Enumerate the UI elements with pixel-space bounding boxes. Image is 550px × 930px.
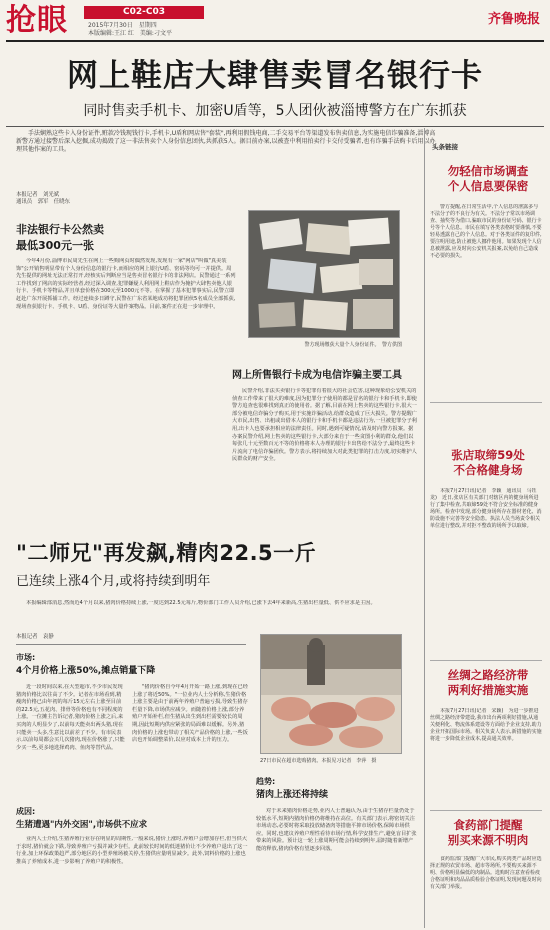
section-tag: 头条链接 <box>432 143 458 151</box>
left-subtitle: 非法银行卡公然卖 最低300元一张 <box>16 223 104 252</box>
pork-byline-rule <box>16 644 246 645</box>
masthead <box>6 4 544 38</box>
right-body-2: 本报7月27日讯(记者 李颖 通讯员 马钰龙) 近日,张店区有关部门对辖区内的健身场所进行了集中检查,共取缔59处不符合安全标准的健身场所。检查中发现,部分健身场所存在器材老化、消防设施不完善等安全隐患。执法人员当场责令相关单位进行整改,并对拒不整改的场所予以取缔。 <box>430 488 542 529</box>
pork-subheadline: 已连续上涨4个月,或将持续到明年 <box>16 574 211 589</box>
left-byline <box>16 192 70 207</box>
right-rule-1 <box>430 402 542 403</box>
right-body-4: 食药监部门提醒广大市民,购买肉类产品时应选择正规的农贸市场、超市等场所,不要购买来源不明、价格明显偏低的肉制品。选购时注意查看检疫合格证明和肉品品质检验合格证明,发现问题及时向有关部门举报。 <box>430 856 542 890</box>
issue-info <box>88 22 172 38</box>
market-body-continued: "猪肉价格自今年4月开始一路上涨,到现在已经上涨了将近50%。"一位业内人士分析称,生猪价格上涨主要是由于前两年养殖户普遍亏损,导致生猪存栏量下降,市场供应减少。而随着价格上涨,部分养殖户开始补栏,但生猪从出生到出栏需要较长的周期,因此短期内供应紧张的局面难以缓解。另外,猪肉价格的上涨也带动了相关产品价格的上涨,一些饭店也开始调整菜价,以应对成本上升的压力。 <box>132 684 248 744</box>
right-rule-3 <box>430 810 542 811</box>
right-heading-2: 张店取缔59处 不合格健身场 <box>451 448 525 477</box>
pork-counter-photo <box>260 634 402 754</box>
middle-body: 民警介绍,非法买卖银行卡等犯罪有着很大的社会危害,这种现象给公安机关的侦查工作带来了很大的难度,因为犯罪分子使用的都是冒名的银行卡和手机卡,即使警方追查也很难找到真正的使用者。据了解,目前在网上售卖的这些银行卡,很大一部分被电信诈骗分子购买,用于实施诈骗活动,给群众造成了巨大损失。警方提醒广大市民,出售、出租或出借本人的银行卡和手机卡都是违法行为,一旦被犯罪分子利用,出卡人也要承担相应的法律责任。同时,遇到可疑情况,请及时向警方报案。据办案民警介绍,网上售卖的这些银行卡,大部分来自于一些贪图小利的群众,他们以每张几十元至数百元不等的价格将本人办理的银行卡出售给不法分子,最终这些卡片流向了电信诈骗团伙。警方表示,将持续加大对此类犯罪的打击力度,切实维护人民群众的财产安全。 <box>232 388 417 463</box>
editor-credit: 本版编辑:王江 红 美编:刁文平 <box>88 30 172 37</box>
pork-headline: "二师兄"再发飙,精肉22.5一斤 <box>16 541 317 565</box>
main-headline: 网上鞋店大肆售卖冒名银行卡 <box>67 58 483 94</box>
right-body-3: 本报7月27日讯(记者 宋颖) 为进一步推进丝绸之路经济带建设,我市出台两项利好措施,从通关便利化、物流体系建设等方面给予企业支持,助力企业开拓国际市场。相关负责人表示,新措施的实施将进一步降低企业成本,提高通关效率。 <box>430 708 542 742</box>
story-intro: 手法娴熟这些卡入身份证件,赃款冷钱现钱行卡,手机卡,U盾和网店售"套装",再利用假钱电商,二手交易平台等渠道发布售卖信息,为实施电信诈骗准备,淄博高新警方通过接警后深入挖掘,成功捣毁了这一非法售卖个人身份信息团伙,共抓获5人。据目前办案,以被查中利用拍卖行卡交付受骗者,也有诈骗手法购卡后用以办理其他作案的工具。 <box>16 130 436 153</box>
cause-body: 业内人士介绍,生猪养殖行业存在明显的周期性,一般来说,猪价上涨时,养殖户会增加存栏,但当供大于求时,猪价就会下跌,导致养殖户亏损并减少存栏。此前较长时间的低迷猪价让不少养殖户退出了这一行业,加上环保政策趋严,部分地区的小型养殖场被关停,生猪供应量明显减少。此外,饲料价格的上涨也推高了养殖成本,进一步影响了养殖户的积极性。 <box>16 836 248 865</box>
trend-body: 对于未来猪肉价格走势,业内人士普遍认为,由于生猪存栏量仍处于较低水平,短期内猪肉价格仍将维持在高位。有关部门表示,将密切关注市场动态,必要时将采取投放储备肉等措施平抑市场价格,保障市场供应。同时,也建议养殖户理性看待市场行情,科学安排生产,避免盲目扩张带来的风险。预计这一轮上涨周期可能会持续到明年,届时随着新增产能的释放,猪肉价格有望逐步回落。 <box>256 808 417 852</box>
cause-heading: 生猪遭遇"内外交困",市场供不应求 <box>16 820 148 830</box>
headline-rule <box>6 126 544 127</box>
right-heading-1: 勿轻信市场调查 个人信息要保密 <box>447 164 529 193</box>
left-body: 今年4月份,淄博市民周先生在网上一些购网页时偶然发现,发现有一家"网店"叫做"真美装饰"公开销售明显带有个人身份信息的银行卡,而相应的网上银行U盾、密码等均可一并提供。周先生提供的网址无法正常打开,经核实后判断应当是售卖冒名银行卡的非法网店。民警通过一系列工作找到了网店的实际经营者,经过深入调查,犯罪嫌疑人利用网上鞋店作为掩护大肆售卖他人银行卡、手机卡等物品,并且单套价格在300元至1000元不等。在掌握了基本犯罪事实后,民警立即赶赴广东开展抓捕工作。经过连续多日蹲守,民警在广东省某地成功将犯罪团伙5名成员全部抓获,现场查获银行卡、手机卡、U盾、身份证等大量作案物品。目前,案件正在进一步审理中。 <box>16 258 236 310</box>
trend-heading: 猪肉上涨还将持续 <box>256 790 329 800</box>
market-body: 近一段时间以来,在大型超市,不少市民发现猪肉价格比以往高了不少。记者在市场看到,精瘦肉价格已由年初的每斤15元左右上涨至目前的22.5元,五花肉、排骨等价格也有不同程度的上涨。一位摊主告诉记者,猪肉价格上涨之后,来买肉的人明显少了,以前每天能卖出两头猪,现在只能卖一头多,生意比以前差了不少。有市民表示,以前每周都会买几次猪肉,现在价格涨了,只能少买一些,更多地选择鸡肉、鱼肉等替代品。 <box>16 684 125 751</box>
newspaper-name: 齐鲁晚报 <box>487 12 540 27</box>
seized-cards-illustration <box>249 211 400 338</box>
middle-heading: 网上所售银行卡成为电信诈骗主要工具 <box>232 370 402 381</box>
pork-counter-illustration <box>261 635 402 754</box>
right-heading-3: 丝绸之路经济带 两利好措施实施 <box>447 668 529 697</box>
right-body-1: 警方提醒,在日常生活中,个人信息的泄露多与不法分子的不良行为有关。不法分子常以市场调查、抽奖等为借口,骗取市民的身份证号码、银行卡号等个人信息。市民在填写各类表格时要谨慎,不要轻易透露自己的个人信息。对于各类证件的复印件,要注明用途,防止被他人挪作他用。如果发现个人信息被泄露,应及时向公安机关报案,以免给自己造成不必要的损失。 <box>430 204 542 259</box>
photo1-caption: 警方现场缴获大量个人身份证件。 警方供图 <box>304 342 402 348</box>
pork-byline: 本报记者 袁静 <box>16 634 54 640</box>
right-heading-4: 食药部门提醒 别买来源不明肉 <box>447 818 529 847</box>
seized-cards-photo <box>248 210 400 338</box>
issue-date: 2015年7月30日 星期四 <box>88 22 157 29</box>
top-rule <box>6 40 544 42</box>
cause-label: 成因: <box>16 807 36 816</box>
main-subheadline: 同时售卖手机卡、加密U盾等，5人团伙被淄博警方在广东抓获 <box>83 103 467 119</box>
brand-logo: 抢眼 <box>6 3 68 38</box>
pork-intro: 本报编辑部消息,然而近4个月以来,猪肉价格持续上涨,一度达到22.5元每斤,物价部门工作人员介绍,已涨下去4年来新高,生猪出栏量低、供不应求是主因。 <box>26 600 376 606</box>
market-label: 市场: <box>16 653 36 662</box>
market-heading: 4个月价格上涨50%,摊点销量下降 <box>16 666 156 676</box>
byline-reporter: 本报记者 刘光斌 <box>16 192 60 198</box>
page-code: C02-C03 <box>84 6 204 19</box>
right-rule-2 <box>430 660 542 661</box>
photo2-caption: 27日市民在超市选购猪肉。本报见习记者 李萍 摄 <box>260 758 377 764</box>
byline-correspondent: 通讯员 郭军 任晓东 <box>16 199 70 206</box>
trend-label: 趋势: <box>256 777 276 786</box>
